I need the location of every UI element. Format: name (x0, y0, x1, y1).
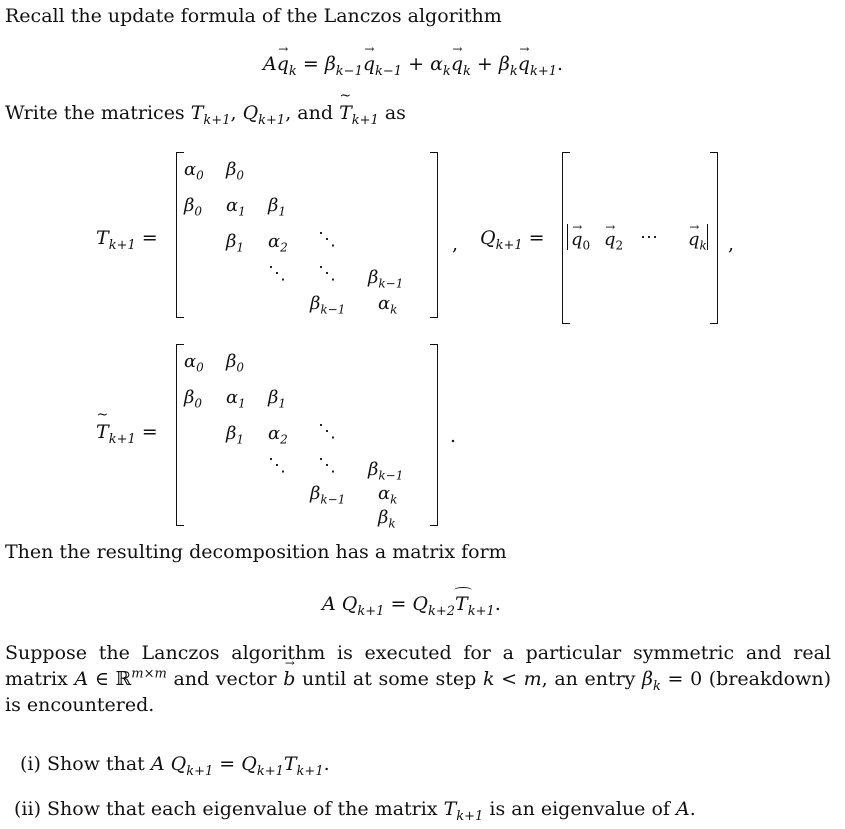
intro-text: Recall the update formula of the Lanczos algorithm (5, 5, 502, 27)
t-tilde-left-bracket (176, 344, 184, 526)
t-tilde-period: . (450, 425, 457, 447)
t-matrix-label: $T_{k+1}$ = (96, 227, 158, 253)
q-matrix-label: $Q_{k+1}$ = (480, 227, 545, 253)
t-matrix-comma: , (452, 233, 459, 255)
q-col-sep-end (707, 224, 709, 250)
q-col-sep-0 (567, 224, 569, 250)
item-i: (i) Show that A $Q_{k+1} = Q_{k+1}T_{k+1}$. (20, 753, 330, 779)
update-formula: $A\to q_k = \beta_{k-1}\to q_{k-1} + \alpha_k\to q_k + \beta_k\to q_{k+1}$. (263, 52, 563, 76)
write-matrices-text: Write the matrices $T_{k+1}$, $Q_{k+1}$, and ~ $T_{k+1}$ as (5, 101, 406, 125)
decomposition-formula: A $Q_{k+1} = Q_{k+2}T_{k+1}$. (322, 593, 501, 619)
item-ii: (ii) Show that each eigenvalue of the matrix $T_{k+1}$ is an eigenvalue of A. (14, 798, 696, 824)
q-matrix-comma: , (728, 233, 735, 255)
q-matrix-right-bracket (710, 152, 718, 324)
suppose-text: Suppose the Lanczos algorithm is executed for a particular symmetric and real matrix A ∈ ℝ$^{m\times m}$ and vector → b until at some step k < m, an entry $\beta_k = 0$ (breakdown) is encountered. (5, 640, 831, 718)
decomposition-text: Then the resulting decomposition has a matrix form (5, 541, 507, 563)
t-matrix-left-bracket (176, 152, 184, 318)
t-tilde-right-bracket (430, 344, 438, 526)
t-matrix-right-bracket (430, 152, 438, 318)
t-tilde-matrix-label: ~ $T_{k+1}$ = (96, 420, 158, 444)
